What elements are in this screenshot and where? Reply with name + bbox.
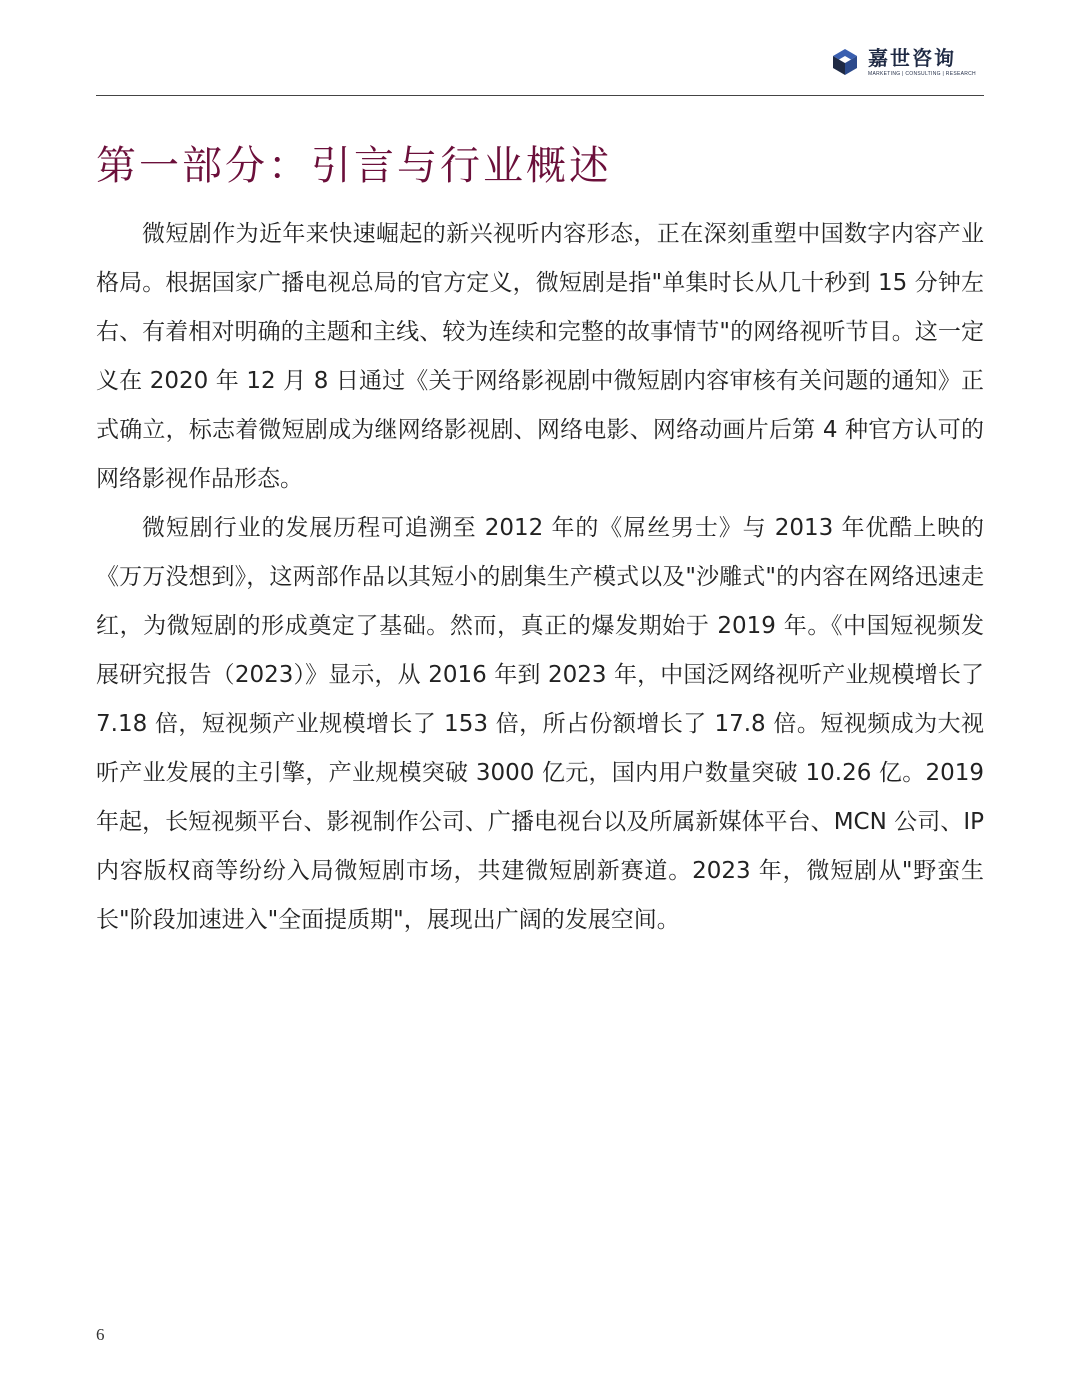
- body-text: [96, 210, 984, 945]
- logo-text: [868, 46, 976, 78]
- logo-company-name: 嘉世咨询: [868, 46, 956, 70]
- cube-logo-icon: [830, 47, 860, 77]
- section-title: 第一部分：引言与行业概述: [96, 143, 612, 189]
- header-divider: [96, 95, 984, 96]
- company-logo: [830, 46, 976, 78]
- paragraph-history: 微短剧行业的发展历程可追溯至 2012 年的《屌丝男士》与 2013 年优酷上映的《万万没想到》，这两部作品以其短小的剧集生产模式以及"沙雕式"的内容在网络迅速走红，为微短剧的形成奠定了基础。然而，真正的爆发期始于 2019 年。《中国短视频发展研究报告（2023）》显示，从 2016 年到 2023 年，中国泛网络视听产业规模增长了 7.18 倍，短视频产业规模增长了 153 倍，所占份额增长了 17.8 倍。短视频成为大视听产业发展的主引擎，产业规模突破 3000 亿元，国内用户数量突破 10.26 亿。2019 年起，长短视频平台、影视制作公司、广播电视台以及所属新媒体平台、MCN 公司、IP 内容版权商等纷纷入局微短剧市场，共建微短剧新赛道。2023 年，微短剧从"野蛮生长"阶段加速进入"全面提质期"，展现出广阔的发展空间。: [96, 515, 985, 933]
- page-number: 6: [96, 1325, 105, 1344]
- paragraph-intro: 微短剧作为近年来快速崛起的新兴视听内容形态，正在深刻重塑中国数字内容产业格局。根据国家广播电视总局的官方定义，微短剧是指"单集时长从几十秒到 15 分钟左右、有着相对明确的主题和主线、较为连续和完整的故事情节"的网络视听节目。这一定义在 2020 年 12 月 8 日通过《关于网络影视剧中微短剧内容审核有关问题的通知》正式确立，标志着微短剧成为继网络影视剧、网络电影、网络动画片后第 4 种官方认可的网络影视作品形态。: [96, 221, 984, 492]
- logo-tagline: MARKETING | CONSULTING | RESEARCH: [868, 71, 976, 77]
